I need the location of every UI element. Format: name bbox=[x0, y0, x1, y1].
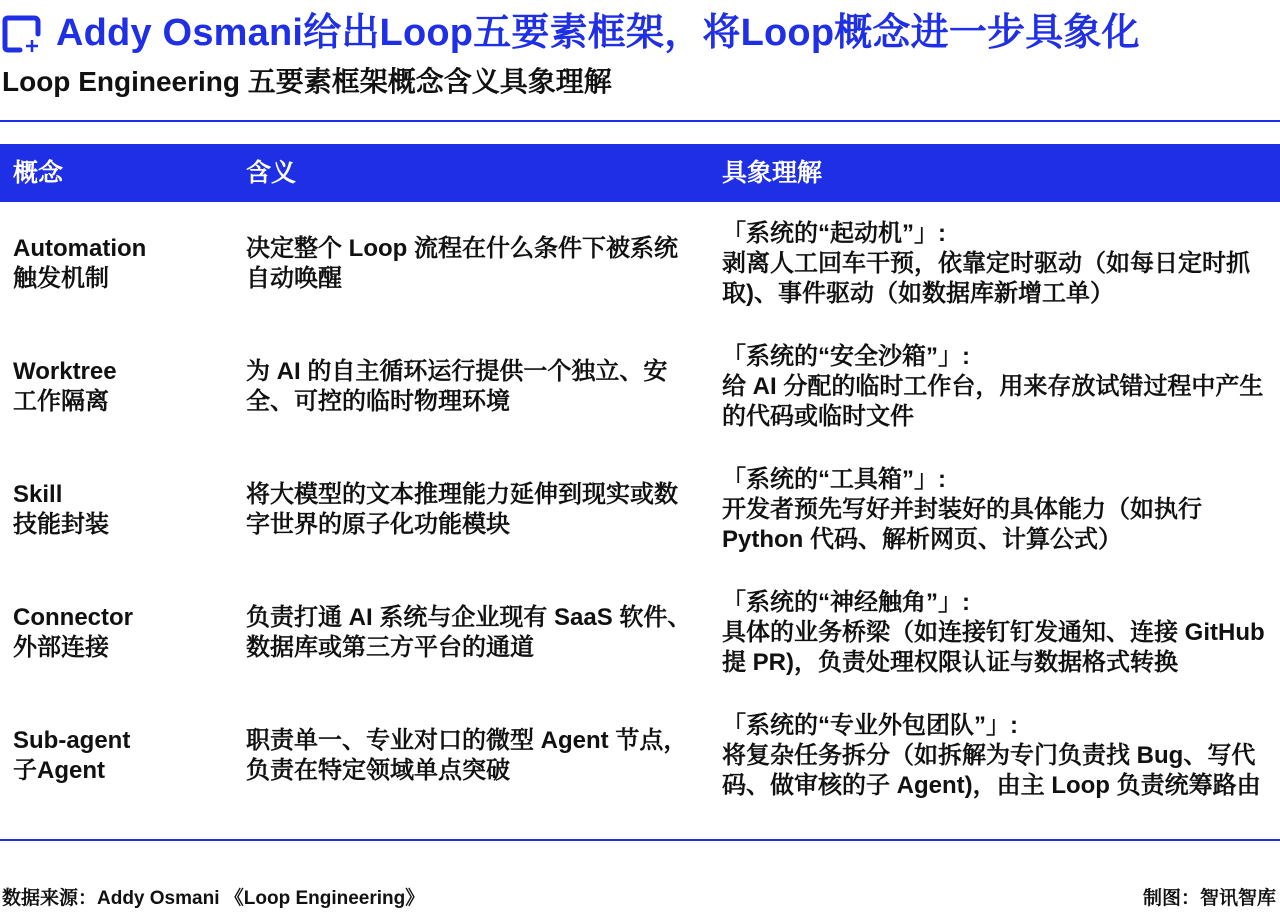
table-row bbox=[0, 571, 1280, 694]
concrete-heading: 「系统的“专业外包团队”」: bbox=[722, 712, 1018, 739]
meaning-cell: 为 AI 的自主循环运行提供一个独立、安全、可控的临时物理环境 bbox=[246, 358, 668, 415]
concrete-cell bbox=[722, 219, 1278, 309]
table-row bbox=[0, 325, 1280, 448]
meaning-cell: 负责打通 AI 系统与企业现有 SaaS 软件、数据库或第三方平台的通道 bbox=[246, 604, 692, 661]
concept-english: Worktree bbox=[13, 358, 117, 385]
bracket-plus-logo-icon bbox=[2, 14, 42, 54]
column-header-concrete: 具象理解 bbox=[722, 159, 823, 187]
page-subtitle: Loop Engineering 五要素框架概念含义具象理解 bbox=[2, 66, 612, 97]
concrete-body: 开发者预先写好并封装好的具体能力（如执行Python 代码、解析网页、计算公式） bbox=[722, 496, 1202, 553]
concrete-cell bbox=[722, 588, 1278, 678]
concept-english: Skill bbox=[13, 481, 63, 508]
concrete-cell bbox=[722, 465, 1278, 555]
page-header bbox=[0, 0, 1280, 110]
concrete-body: 具体的业务桥梁（如连接钉钉发通知、连接 GitHub 提 PR)，负责处理权限认证与数据格式转换 bbox=[722, 619, 1265, 676]
table-row bbox=[0, 202, 1280, 325]
concept-cell bbox=[13, 480, 233, 540]
concept-english: Connector bbox=[13, 604, 133, 631]
concept-english: Automation bbox=[13, 235, 147, 262]
concrete-body: 剥离人工回车干预，依靠定时驱动（如每日定时抓取)、事件驱动（如数据库新增工单） bbox=[722, 250, 1250, 307]
meaning-cell: 职责单一、专业对口的微型 Agent 节点，负责在特定领域单点突破 bbox=[246, 727, 688, 784]
meaning-cell: 决定整个 Loop 流程在什么条件下被系统自动唤醒 bbox=[246, 235, 678, 292]
concept-chinese: 工作隔离 bbox=[13, 388, 109, 415]
column-header-meaning: 含义 bbox=[246, 159, 297, 187]
bottom-divider bbox=[0, 839, 1280, 841]
column-header-concept: 概念 bbox=[13, 159, 64, 187]
source-note: 数据来源：Addy Osmani 《Loop Engineering》 bbox=[2, 888, 425, 909]
concept-cell bbox=[13, 234, 233, 294]
concrete-heading: 「系统的“神经触角”」: bbox=[722, 589, 970, 616]
concept-chinese: 子Agent bbox=[13, 757, 105, 784]
concrete-cell bbox=[722, 711, 1278, 801]
concrete-heading: 「系统的“工具箱”」: bbox=[722, 466, 946, 493]
framework-table bbox=[0, 144, 1280, 817]
chart-credit: 制图：智讯智库 bbox=[1142, 888, 1276, 909]
concept-english: Sub-agent bbox=[13, 727, 131, 754]
concrete-cell bbox=[722, 342, 1278, 432]
concrete-body: 将复杂任务拆分（如拆解为专门负责找 Bug、写代码、做审核的子 Agent)，由主 Loop 负责统筹路由 bbox=[722, 742, 1261, 799]
concept-chinese: 外部连接 bbox=[13, 634, 109, 661]
concept-chinese: 触发机制 bbox=[13, 265, 109, 292]
table-row bbox=[0, 448, 1280, 571]
meaning-cell: 将大模型的文本推理能力延伸到现实或数字世界的原子化功能模块 bbox=[246, 481, 678, 538]
concept-cell bbox=[13, 726, 233, 786]
table-header bbox=[0, 144, 1280, 202]
concept-chinese: 技能封装 bbox=[13, 511, 109, 538]
concrete-heading: 「系统的“安全沙箱”」: bbox=[722, 343, 970, 370]
concept-cell bbox=[13, 357, 233, 417]
table-row bbox=[0, 694, 1280, 817]
concrete-heading: 「系统的“起动机”」: bbox=[722, 220, 946, 247]
concrete-body: 给 AI 分配的临时工作台，用来存放试错过程中产生的代码或临时文件 bbox=[722, 373, 1264, 430]
concept-cell bbox=[13, 603, 233, 663]
top-divider bbox=[0, 120, 1280, 122]
page-title: Addy Osmani给出Loop五要素框架，将Loop概念进一步具象化 bbox=[56, 12, 1140, 54]
